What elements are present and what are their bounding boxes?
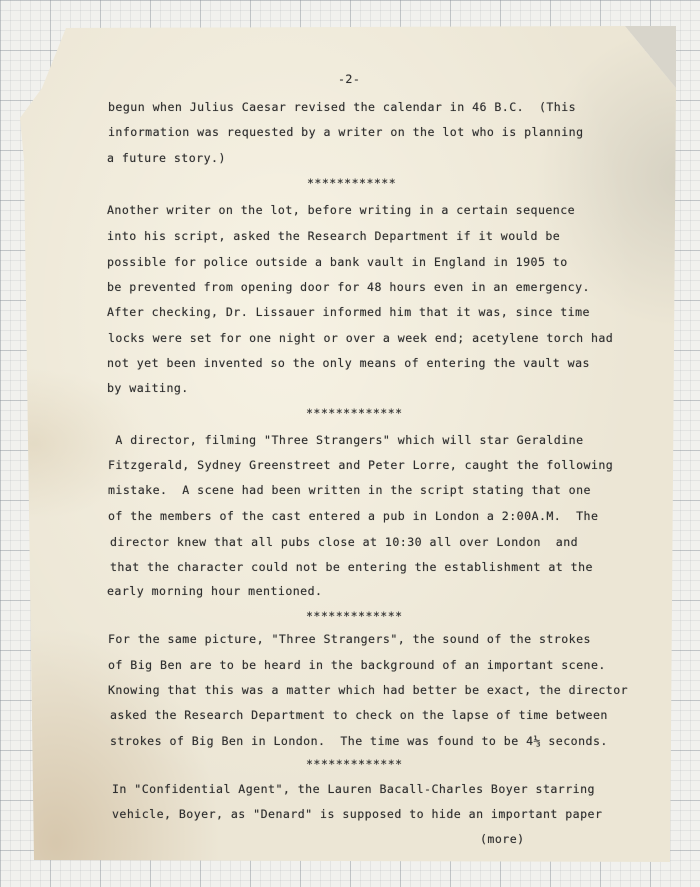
section-divider: ************* (306, 757, 403, 771)
text-line: A director, filming "Three Strangers" which will star Geraldine (108, 433, 584, 447)
text-line: asked the Research Department to check on the lapse of time between (110, 708, 608, 722)
section-divider: ************ (307, 176, 397, 190)
text-line: into his script, asked the Research Department if it would be (107, 229, 561, 243)
text-line: strokes of Big Ben in London. The time was found to be 4⅓ seconds. (110, 734, 608, 748)
text-line: vehicle, Boyer, as "Denard" is supposed to hide an important paper (112, 807, 603, 821)
text-line: mistake. A scene had been written in the script stating that one (108, 483, 591, 497)
text-line: that the character could not be entering the establishment at the (110, 560, 593, 574)
section-divider: ************* (306, 609, 403, 623)
text-line: not yet been invented so the only means of entering the vault was (107, 356, 590, 370)
text-line: Another writer on the lot, before writing in a certain sequence (107, 203, 576, 217)
text-line: of the members of the cast entered a pub in London a 2:00A.M. The (108, 509, 599, 523)
text-line: Knowing that this was a matter which had better be exact, the director (108, 683, 629, 697)
text-line: For the same picture, "Three Strangers", the sound of the strokes (108, 632, 591, 646)
text-line: early morning hour mentioned. (107, 584, 323, 598)
text-line: Fitzgerald, Sydney Greenstreet and Peter Lorre, caught the following (108, 458, 614, 472)
text-line: begun when Julius Caesar revised the calendar in 46 B.C. (This (108, 100, 577, 114)
text-line: possible for police outside a bank vault in England in 1905 to (107, 255, 568, 269)
text-line: After checking, Dr. Lissauer informed him that it was, since time (107, 305, 590, 319)
text-line: director knew that all pubs close at 10:30 all over London and (110, 535, 579, 549)
text-line: a future story.) (107, 151, 226, 165)
text-line: of Big Ben are to be heard in the background of an important scene. (108, 658, 606, 672)
text-line: In "Confidential Agent", the Lauren Bacall-Charles Boyer starring (112, 782, 595, 796)
page-number: -2- (338, 72, 361, 86)
section-divider: ************* (306, 406, 403, 420)
text-line: by waiting. (107, 381, 189, 395)
continuation-marker: (more) (480, 832, 525, 846)
text-line: information was requested by a writer on the lot who is planning (108, 125, 584, 139)
text-line: locks were set for one night or over a week end; acetylene torch had (108, 331, 614, 345)
text-line: be prevented from opening door for 48 hours even in an emergency. (107, 280, 590, 294)
